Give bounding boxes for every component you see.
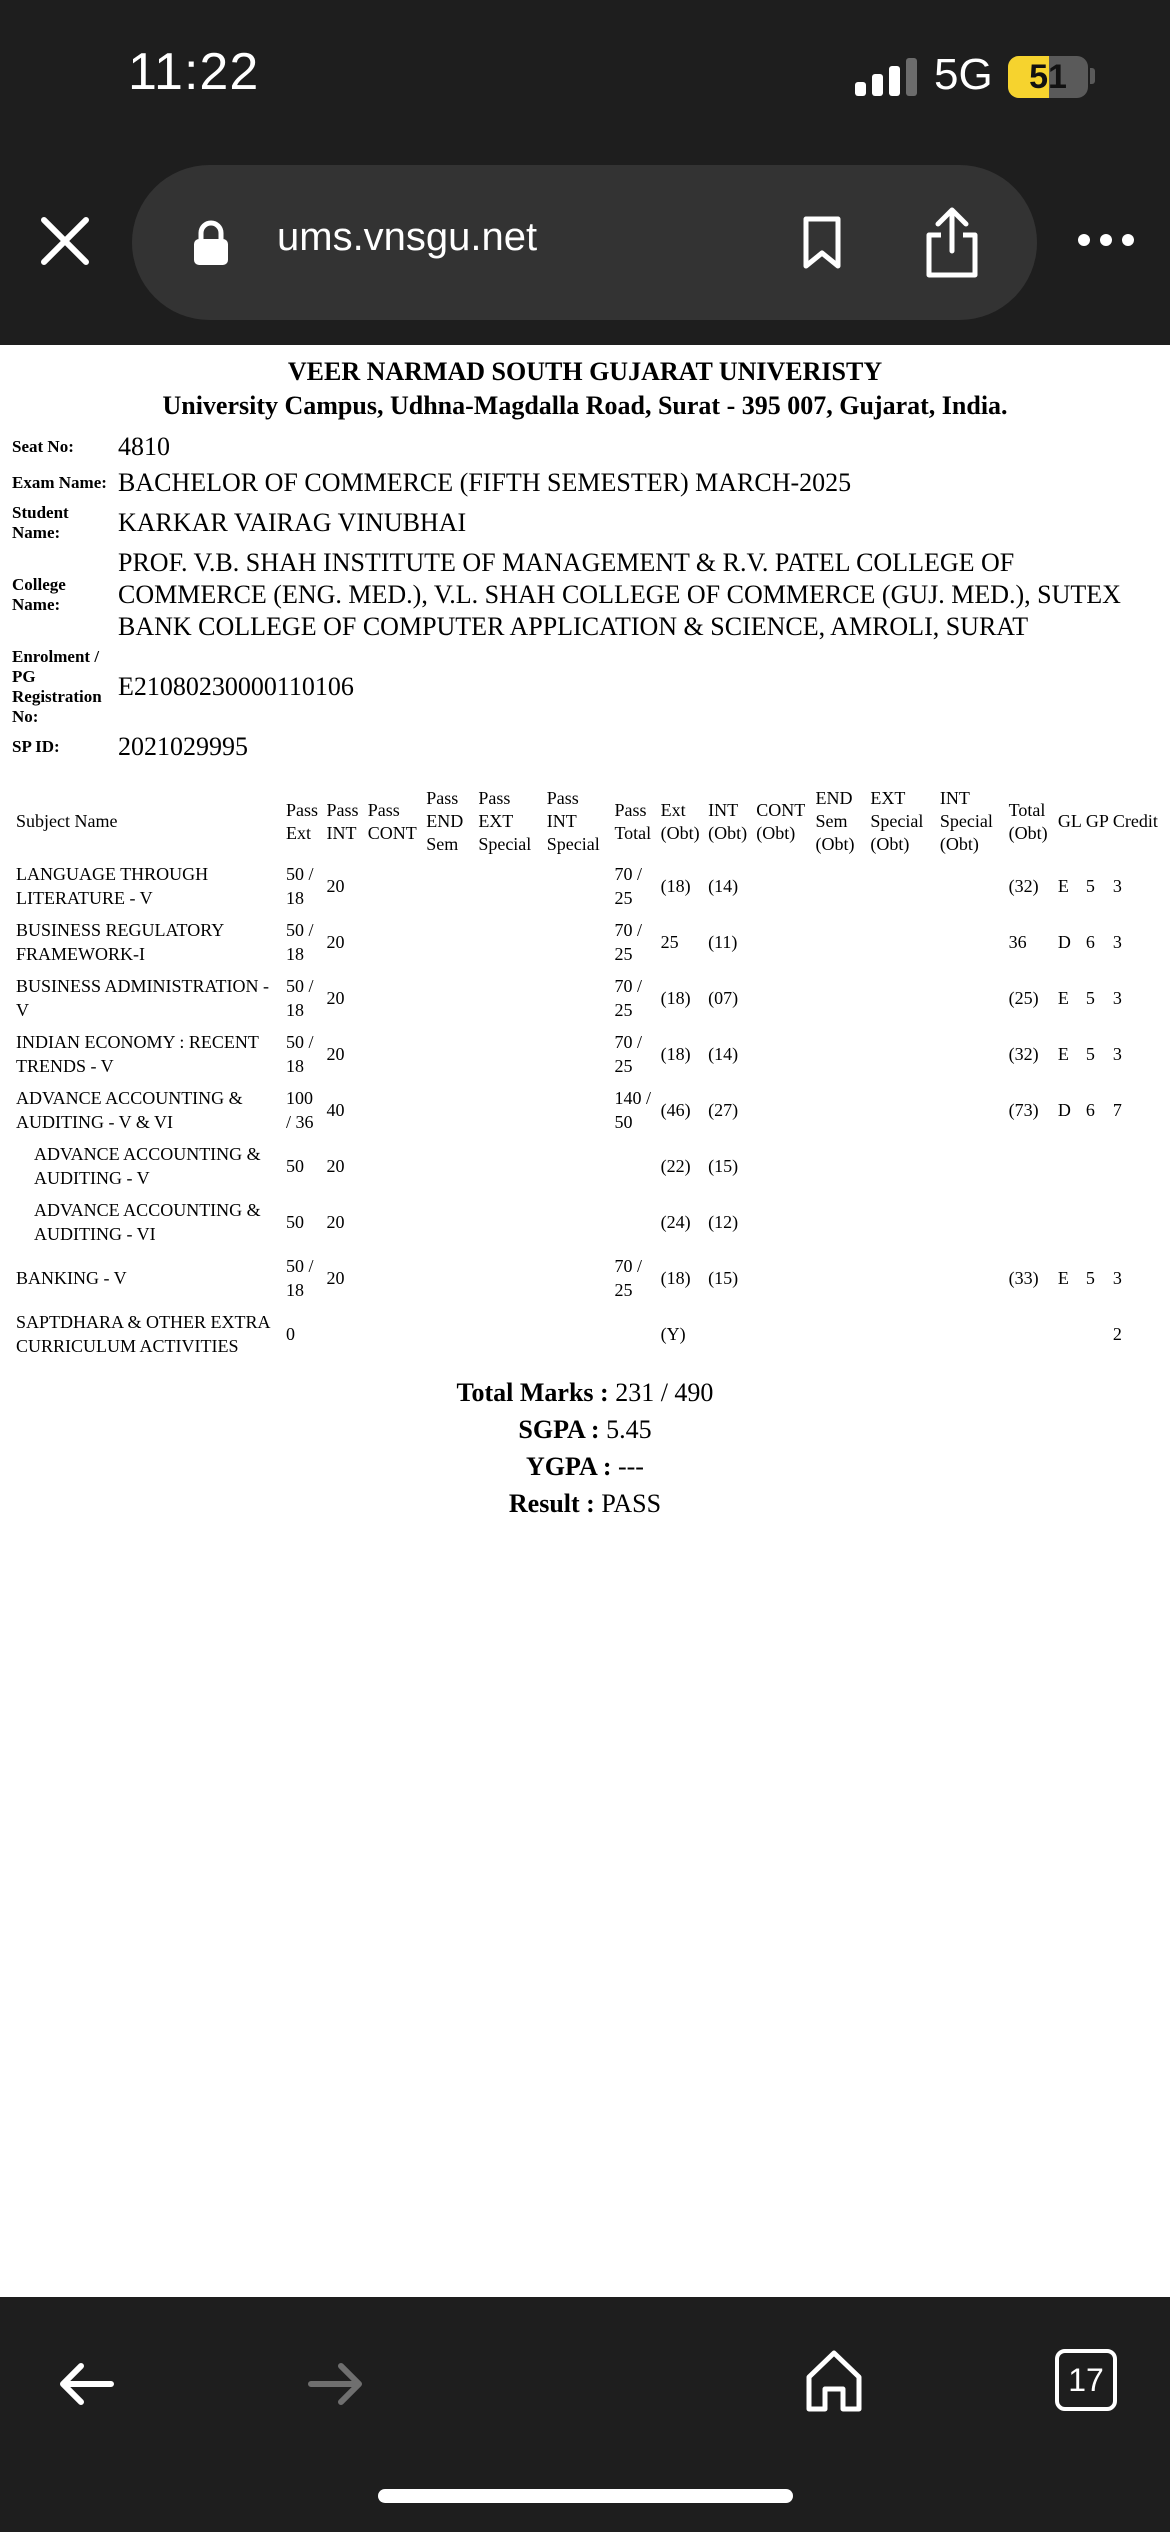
table-cell: 50 / 18 <box>286 976 314 1020</box>
table-cell: 20 <box>326 932 345 952</box>
info-row <box>12 429 1162 465</box>
table-cell <box>754 914 813 970</box>
browser-top-bar <box>0 0 1170 345</box>
table-cell: 3 <box>1112 1268 1122 1288</box>
result-summary <box>0 1374 1170 1522</box>
close-icon[interactable] <box>34 210 96 272</box>
table-row <box>14 1082 1160 1138</box>
subject-name: SAPTDHARA & OTHER EXTRA CURRICULUM ACTIVITIES <box>16 1312 270 1356</box>
table-cell <box>938 970 1007 1026</box>
table-cell <box>814 858 869 914</box>
table-cell: 70 / 25 <box>614 976 642 1020</box>
table-cell <box>938 1138 1007 1194</box>
info-row <box>12 465 1162 501</box>
result <box>0 1485 1170 1522</box>
table-cell <box>366 1138 425 1194</box>
table-cell: 50 / 18 <box>286 864 314 908</box>
column-header: EXT Special (Obt) <box>870 788 924 854</box>
table-cell: (07) <box>708 988 739 1008</box>
table-cell: 3 <box>1112 988 1122 1008</box>
table-cell <box>476 1250 544 1306</box>
signal-icon <box>855 58 917 96</box>
table-cell <box>366 1026 425 1082</box>
table-cell <box>754 1138 813 1194</box>
column-header: Pass CONT <box>367 799 417 843</box>
table-cell <box>612 1138 658 1194</box>
table-cell <box>754 1082 813 1138</box>
column-header: INT (Obt) <box>708 799 748 843</box>
column-header: Credit <box>1112 811 1158 831</box>
table-cell <box>1084 1194 1111 1250</box>
table-cell <box>366 1250 425 1306</box>
table-cell <box>545 1194 613 1250</box>
table-cell <box>868 1194 938 1250</box>
info-label: Enrolment / PG Registration No: <box>12 647 102 726</box>
table-cell: (12) <box>708 1212 739 1232</box>
table-cell: 6 <box>1085 1100 1095 1120</box>
column-header: END Sem (Obt) <box>815 788 855 854</box>
table-cell: 20 <box>326 988 345 1008</box>
table-cell <box>814 1082 869 1138</box>
table-cell: 20 <box>326 1212 345 1232</box>
sgpa <box>0 1411 1170 1448</box>
table-cell: 3 <box>1112 1044 1122 1064</box>
table-cell <box>1056 1194 1084 1250</box>
table-cell <box>612 1306 658 1362</box>
info-label: SP ID: <box>12 737 60 756</box>
table-cell <box>868 970 938 1026</box>
column-header: GP <box>1085 811 1109 831</box>
table-cell <box>366 858 425 914</box>
column-header: Pass INT Special <box>546 788 600 854</box>
university-address: University Campus, Udhna-Magdalla Road, Surat - 395 007, Gujarat, India. <box>162 391 1008 420</box>
bookmark-icon[interactable] <box>797 215 847 270</box>
table-cell: (14) <box>708 1044 739 1064</box>
column-header: Pass END Sem <box>426 788 464 854</box>
table-subrow <box>14 1194 1160 1250</box>
table-cell: 50 / 18 <box>286 1256 314 1300</box>
table-cell <box>424 1082 476 1138</box>
signal-bar <box>855 82 866 96</box>
info-label: Seat No: <box>12 437 74 456</box>
marks-table <box>14 785 1160 1362</box>
table-cell <box>476 858 544 914</box>
result-value: PASS <box>601 1489 662 1518</box>
table-cell <box>814 970 869 1026</box>
info-label: Exam Name: <box>12 473 107 492</box>
table-cell: 7 <box>1112 1100 1122 1120</box>
table-row <box>14 1306 1160 1362</box>
table-cell <box>424 914 476 970</box>
table-cell <box>476 1194 544 1250</box>
table-cell <box>545 1026 613 1082</box>
share-icon[interactable] <box>917 205 987 280</box>
table-cell: (15) <box>708 1268 739 1288</box>
info-row <box>12 729 1162 765</box>
table-cell: 50 / 18 <box>286 920 314 964</box>
battery-percent: 51 <box>1029 58 1067 96</box>
table-cell: 20 <box>326 1268 345 1288</box>
table-cell: (22) <box>660 1156 691 1176</box>
table-cell: 40 <box>326 1100 345 1120</box>
table-cell: (18) <box>660 988 691 1008</box>
total-marks-value: 231 / 490 <box>615 1378 714 1407</box>
table-cell <box>545 858 613 914</box>
table-cell: 50 / 18 <box>286 1032 314 1076</box>
lock-icon <box>192 220 230 266</box>
table-cell <box>324 1306 365 1362</box>
info-value: KARKAR VAIRAG VINUBHAI <box>118 508 467 537</box>
table-row <box>14 858 1160 914</box>
subject-name: BUSINESS ADMINISTRATION - V <box>16 976 270 1020</box>
subject-name: INDIAN ECONOMY : RECENT TRENDS - V <box>16 1032 259 1076</box>
table-cell: (32) <box>1008 876 1039 896</box>
table-row <box>14 970 1160 1026</box>
table-cell <box>1084 1138 1111 1194</box>
info-row <box>12 545 1162 645</box>
table-cell <box>938 1306 1007 1362</box>
table-cell: 5 <box>1085 988 1095 1008</box>
table-cell <box>476 1082 544 1138</box>
table-cell: 36 <box>1008 932 1027 952</box>
column-header: INT Special (Obt) <box>939 788 993 854</box>
table-cell: (73) <box>1008 1100 1039 1120</box>
sgpa-value: 5.45 <box>606 1415 652 1444</box>
table-cell: (11) <box>708 932 738 952</box>
signal-bar <box>872 74 883 96</box>
table-cell: E <box>1057 876 1069 896</box>
total-marks <box>0 1374 1170 1411</box>
address-bar[interactable] <box>132 165 1037 320</box>
table-cell: 20 <box>326 876 345 896</box>
table-cell <box>476 1026 544 1082</box>
table-cell <box>938 1194 1007 1250</box>
table-cell: 6 <box>1085 932 1095 952</box>
table-cell: (33) <box>1008 1268 1039 1288</box>
subject-name: ADVANCE ACCOUNTING & AUDITING - V & VI <box>16 1088 243 1132</box>
table-cell <box>938 914 1007 970</box>
table-cell: 2 <box>1112 1324 1122 1344</box>
table-cell <box>545 1138 613 1194</box>
subject-name: BUSINESS REGULATORY FRAMEWORK-I <box>16 920 224 964</box>
table-cell <box>545 1082 613 1138</box>
table-cell <box>424 1138 476 1194</box>
ygpa-label: YGPA : <box>526 1452 612 1481</box>
forward-arrow-icon[interactable] <box>305 2359 367 2409</box>
column-header: Pass Ext <box>286 799 319 843</box>
table-subrow <box>14 1138 1160 1194</box>
ygpa <box>0 1448 1170 1485</box>
table-row <box>14 914 1160 970</box>
table-cell <box>424 1250 476 1306</box>
column-header: Pass Total <box>614 799 652 843</box>
total-marks-label: Total Marks : <box>456 1378 609 1407</box>
subject-name: LANGUAGE THROUGH LITERATURE - V <box>16 864 209 908</box>
table-cell <box>754 858 813 914</box>
home-indicator[interactable] <box>378 2489 793 2503</box>
table-cell <box>476 970 544 1026</box>
subject-name: ADVANCE ACCOUNTING & AUDITING - VI <box>34 1200 261 1244</box>
info-row <box>12 645 1162 729</box>
table-cell <box>814 1194 869 1250</box>
table-cell <box>754 1026 813 1082</box>
table-cell <box>476 1138 544 1194</box>
table-cell <box>545 1250 613 1306</box>
table-cell <box>754 970 813 1026</box>
table-cell <box>1056 1138 1084 1194</box>
table-cell: 5 <box>1085 1044 1095 1064</box>
battery-icon <box>1008 56 1088 98</box>
table-cell: (25) <box>1008 988 1039 1008</box>
table-cell <box>1111 1138 1160 1194</box>
table-cell <box>868 1026 938 1082</box>
table-cell: 50 <box>286 1212 304 1232</box>
table-cell <box>754 1194 813 1250</box>
table-cell <box>424 970 476 1026</box>
table-cell <box>1007 1194 1056 1250</box>
table-cell <box>868 858 938 914</box>
table-row <box>14 1026 1160 1082</box>
info-label: College Name: <box>12 575 66 614</box>
more-icon[interactable] <box>1075 225 1137 255</box>
marks-header-row <box>14 785 1160 858</box>
table-cell: (27) <box>708 1100 739 1120</box>
info-value: 4810 <box>118 432 170 461</box>
signal-bar <box>906 58 917 96</box>
table-cell: (32) <box>1008 1044 1039 1064</box>
sgpa-label: SGPA : <box>518 1415 600 1444</box>
university-name: VEER NARMAD SOUTH GUJARAT UNIVERISTY <box>287 357 883 386</box>
table-cell: (14) <box>708 876 739 896</box>
student-info-table <box>12 429 1162 765</box>
table-cell <box>545 914 613 970</box>
column-header: Subject Name <box>16 811 118 831</box>
table-cell <box>545 970 613 1026</box>
url-text: ums.vnsgu.net <box>277 215 538 259</box>
back-arrow-icon[interactable] <box>55 2359 117 2409</box>
table-cell <box>424 1026 476 1082</box>
table-cell <box>868 914 938 970</box>
table-cell <box>938 1082 1007 1138</box>
table-cell: 140 / 50 <box>614 1088 651 1132</box>
table-cell <box>1007 1306 1056 1362</box>
table-cell: 5 <box>1085 1268 1095 1288</box>
table-cell: E <box>1057 988 1069 1008</box>
table-cell: (24) <box>660 1212 691 1232</box>
info-value: 2021029995 <box>118 732 248 761</box>
ygpa-value: --- <box>617 1452 644 1481</box>
table-cell <box>868 1306 938 1362</box>
tabs-icon[interactable]: 17 <box>1055 2349 1117 2411</box>
table-cell <box>868 1082 938 1138</box>
table-cell <box>814 1138 869 1194</box>
column-header: Total (Obt) <box>1008 799 1048 843</box>
subject-name: ADVANCE ACCOUNTING & AUDITING - V <box>34 1144 261 1188</box>
table-cell <box>424 858 476 914</box>
home-icon[interactable] <box>803 2347 865 2413</box>
table-cell <box>1084 1306 1111 1362</box>
table-cell <box>754 1306 813 1362</box>
result-page <box>0 345 1170 1522</box>
table-cell <box>706 1306 754 1362</box>
info-value: BACHELOR OF COMMERCE (FIFTH SEMESTER) MARCH-2025 <box>118 468 852 497</box>
table-cell: 3 <box>1112 876 1122 896</box>
table-cell: (Y) <box>660 1324 686 1344</box>
table-cell <box>366 970 425 1026</box>
table-cell: (18) <box>660 1044 691 1064</box>
signal-bar <box>889 66 900 96</box>
table-cell <box>1056 1306 1084 1362</box>
table-cell <box>366 1082 425 1138</box>
table-cell <box>545 1306 613 1362</box>
info-value: PROF. V.B. SHAH INSTITUTE OF MANAGEMENT & R.V. PATEL COLLEGE OF COMMERCE (ENG. MED.), V.L. SHAH COLLEGE OF COMMERCE (GUJ. MED.), SUTEX BANK COLLEGE OF COMPUTER APPLICATION & SCIENCE, AMROLI, SURAT <box>118 548 1121 641</box>
table-cell <box>1111 1194 1160 1250</box>
table-cell <box>612 1194 658 1250</box>
column-header: Ext (Obt) <box>660 799 700 843</box>
network-label: 5G <box>934 50 993 99</box>
table-cell <box>366 914 425 970</box>
table-cell: D <box>1057 1100 1071 1120</box>
table-cell: 70 / 25 <box>614 920 642 964</box>
table-cell: (18) <box>660 1268 691 1288</box>
table-cell: D <box>1057 932 1071 952</box>
table-cell: E <box>1057 1268 1069 1288</box>
table-cell <box>754 1250 813 1306</box>
table-cell <box>1007 1138 1056 1194</box>
table-cell: 25 <box>660 932 679 952</box>
column-header: CONT (Obt) <box>756 799 805 843</box>
table-cell <box>938 1250 1007 1306</box>
column-header: Pass EXT Special <box>478 788 532 854</box>
table-cell: 70 / 25 <box>614 1256 642 1300</box>
table-cell <box>868 1138 938 1194</box>
table-cell <box>938 858 1007 914</box>
table-cell: 20 <box>326 1044 345 1064</box>
table-cell <box>476 1306 544 1362</box>
table-cell: 70 / 25 <box>614 1032 642 1076</box>
column-header: GL <box>1057 811 1082 831</box>
table-cell: 70 / 25 <box>614 864 642 908</box>
table-cell <box>868 1250 938 1306</box>
table-cell: (18) <box>660 876 691 896</box>
subject-name: BANKING - V <box>16 1268 127 1288</box>
column-header: Pass INT <box>326 799 359 843</box>
table-cell <box>366 1306 425 1362</box>
table-cell: 20 <box>326 1156 345 1176</box>
table-cell: 3 <box>1112 932 1122 952</box>
table-cell: 5 <box>1085 876 1095 896</box>
table-cell <box>424 1194 476 1250</box>
info-row <box>12 501 1162 545</box>
table-cell: 100 / 36 <box>286 1088 314 1132</box>
table-cell <box>366 1194 425 1250</box>
table-cell <box>424 1306 476 1362</box>
table-cell: (46) <box>660 1100 691 1120</box>
table-cell <box>814 1250 869 1306</box>
table-cell: (15) <box>708 1156 739 1176</box>
table-cell <box>938 1026 1007 1082</box>
info-value: E21080230000110106 <box>118 672 354 701</box>
table-cell <box>814 1306 869 1362</box>
table-cell <box>814 1026 869 1082</box>
battery-nub <box>1090 68 1095 84</box>
table-cell <box>814 914 869 970</box>
table-cell: 50 <box>286 1156 304 1176</box>
table-cell: 0 <box>286 1324 295 1344</box>
result-label: Result : <box>508 1489 595 1518</box>
table-row <box>14 1250 1160 1306</box>
info-label: Student Name: <box>12 503 69 542</box>
table-cell: E <box>1057 1044 1069 1064</box>
table-cell <box>476 914 544 970</box>
status-time: 11:22 <box>128 43 260 101</box>
